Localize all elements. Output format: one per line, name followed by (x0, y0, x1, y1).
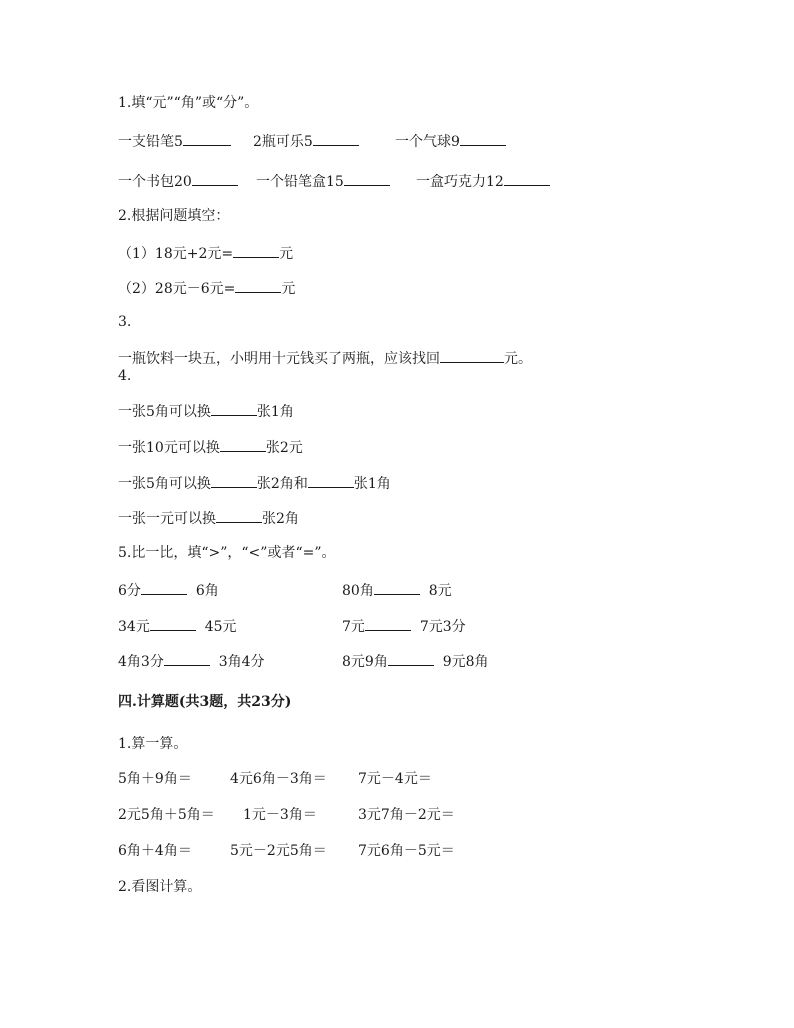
q1-item-3 (395, 131, 506, 151)
q1-item-1 (118, 131, 231, 151)
compare-right: 8元 (428, 583, 452, 599)
answer-blank[interactable] (220, 437, 266, 452)
compare-left: 34元 (118, 619, 150, 635)
item-text: 张2角和 (256, 476, 308, 492)
item-text: 一张10元可以换 (118, 440, 220, 456)
answer-blank[interactable] (211, 473, 257, 488)
q2-item-1 (118, 243, 293, 263)
q4-item-1 (118, 401, 294, 421)
answer-blank[interactable] (235, 278, 281, 293)
calc-problem: 6角＋4角＝ (118, 843, 192, 859)
item-text: 一个书包20 (118, 174, 192, 190)
compare-item (118, 616, 237, 636)
compare-item (118, 580, 219, 600)
q1-item-6 (416, 171, 550, 191)
compare-left: 6分 (118, 583, 141, 599)
q1-item-2 (253, 131, 359, 151)
q3-text (118, 348, 532, 368)
unit-text: 元 (279, 246, 294, 262)
item-text: 一支铅笔5 (118, 134, 183, 150)
unit-text: 元。 (504, 351, 532, 367)
answer-blank[interactable] (233, 243, 279, 258)
answer-blank[interactable] (504, 171, 550, 186)
unit-text: 元 (281, 281, 296, 297)
compare-left: 7元 (342, 619, 365, 635)
calc-problem: 7元6角－5元＝ (358, 843, 455, 859)
compare-item (118, 651, 265, 671)
item-text: 张2角 (262, 511, 299, 527)
answer-blank[interactable] (313, 131, 359, 146)
answer-blank[interactable] (374, 580, 420, 595)
item-text: 张2元 (265, 440, 303, 456)
answer-blank[interactable] (183, 131, 231, 146)
answer-blank[interactable] (150, 616, 196, 631)
compare-item (342, 616, 466, 636)
calc-problem: 7元－4元＝ (358, 771, 432, 787)
calc-problem: 3元7角－2元＝ (358, 807, 455, 823)
q1-title: 1.填“元”“角”或“分”。 (118, 95, 259, 111)
calc-problem: 2元5角＋5角＝ (118, 807, 215, 823)
item-text: 张1角 (256, 404, 294, 420)
answer-blank[interactable] (192, 171, 238, 186)
answer-blank[interactable] (344, 171, 390, 186)
q1-item-5 (256, 171, 390, 191)
compare-left: 80角 (342, 583, 374, 599)
item-text: （2）28元－6元= (118, 281, 236, 297)
section-heading: 四.计算题(共3题，共23分) (118, 694, 292, 710)
answer-blank[interactable] (211, 401, 257, 416)
item-text: 一张一元可以换 (118, 511, 216, 527)
answer-blank[interactable] (141, 580, 187, 595)
item-text: 一张5角可以换 (118, 476, 211, 492)
q4-item-2 (118, 437, 303, 457)
compare-right: 3角4分 (218, 654, 265, 670)
compare-right: 7元3分 (419, 619, 466, 635)
answer-blank[interactable] (308, 473, 354, 488)
item-text: 一瓶饮料一块五，小明用十元钱买了两瓶，应该找回 (118, 351, 440, 367)
q5-title: 5.比一比，填“>”，“<”或者“=”。 (118, 545, 336, 561)
q2-item-2 (118, 278, 295, 298)
calc-problem: 1元－3角＝ (243, 807, 317, 823)
item-text: 一个铅笔盒15 (256, 174, 344, 190)
answer-blank[interactable] (216, 508, 262, 523)
calc-problem: 5角＋9角＝ (118, 771, 192, 787)
compare-left: 8元9角 (342, 654, 388, 670)
item-text: 一个气球9 (395, 134, 460, 150)
compare-item (342, 580, 452, 600)
q1-item-4 (118, 171, 238, 191)
compare-right: 6角 (195, 583, 219, 599)
answer-blank[interactable] (365, 616, 411, 631)
compare-right: 9元8角 (442, 654, 489, 670)
answer-blank[interactable] (164, 651, 210, 666)
compare-item (342, 651, 489, 671)
q4-item-4 (118, 508, 299, 528)
item-text: 张1角 (353, 476, 391, 492)
item-text: 一张5角可以换 (118, 404, 211, 420)
q3-number: 3. (118, 314, 132, 330)
item-text: （1）18元+2元= (118, 246, 234, 262)
answer-blank[interactable] (388, 651, 434, 666)
answer-blank[interactable] (460, 131, 506, 146)
q4-item-3 (118, 473, 391, 493)
item-text: 一盒巧克力12 (416, 174, 504, 190)
calc-problem: 4元6角－3角＝ (230, 771, 327, 787)
compare-left: 4角3分 (118, 654, 164, 670)
calc-problem: 5元－2元5角＝ (230, 843, 327, 859)
q4-number: 4. (118, 368, 132, 384)
compare-right: 45元 (204, 619, 237, 635)
calc-title: 1.算一算。 (118, 736, 188, 752)
q-last-title: 2.看图计算。 (118, 879, 202, 895)
answer-blank[interactable] (440, 348, 504, 363)
q2-title: 2.根据问题填空： (118, 208, 230, 224)
item-text: 2瓶可乐5 (253, 134, 313, 150)
